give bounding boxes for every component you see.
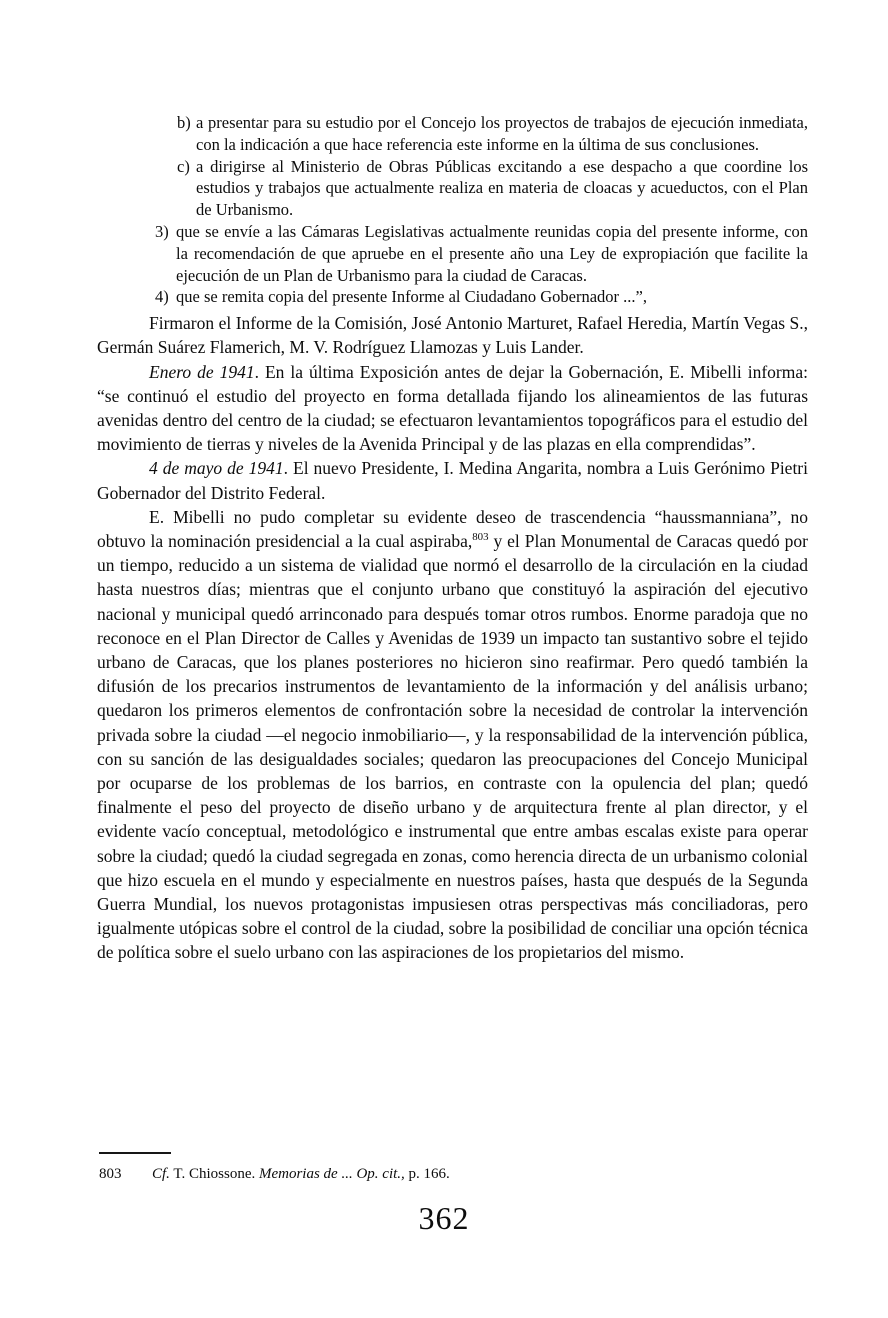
text-segment: Cf. [152,1166,170,1182]
list-item-text: que se remita copia del presente Informe al Ciudadano Gobernador ...”, [176,287,647,307]
text-segment: . El nuevo Presidente, I. Medina Angarita, nombra a Luis Gerónimo Pietri Gobernador del Distrito Federal. [97,458,808,503]
list-item-text: a presentar para su estudio por el Concejo los proyectos de trabajos de ejecución inmediata, con la indicación a que hace referencia este informe en la última de sus conclusiones. [196,113,808,154]
list-item-marker: b) [177,113,191,132]
list-item-marker: 4) [155,287,169,307]
footnote-number: 803 [99,1166,122,1182]
text-segment: Enero de 1941 [149,361,255,382]
list-item-marker: c) [177,156,190,176]
resolution-list [97,112,808,308]
text-segment: 4 de mayo de 1941 [149,458,284,479]
paragraph [97,311,808,359]
text-segment: E. Mibelli no pudo completar su evidente deseo de trascendencia “haussmanniana”, no obtuvo la nominación presidencial a la cual aspiraba, [97,506,808,551]
list-item-marker: 3) [155,221,169,241]
list-item [97,286,808,308]
paragraph [97,360,808,457]
list-item-text: que se envíe a las Cámaras Legislativas actualmente reunidas copia del presente informe, con la recomendación de que apruebe en el presente año una Ley de expropiación que facilite la ejecución de un Plan de Urbanismo para la ciudad de Caracas. [176,221,808,285]
text-segment: Memorias de ... Op. cit., [258,1166,405,1182]
list-item-text: a dirigirse al Ministerio de Obras Públicas excitando a ese despacho a que coordine los estudios y trabajos que actualmente realiza en materia de cloacas y acueductos, con el Plan de Urbanismo. [196,156,808,220]
text-segment: . En la última Exposición antes de dejar la Gobernación, E. Mibelli informa: “se continuó el estudio del proyecto en forma detallada fijando los alineamientos de las futuras avenidas dentro del centro de la ciudad; se efectuaron levantamientos topográficos para el estudio del movimiento de tierras y niveles de la Avenida Principal y de las plazas en ella comprendidas”. [97,361,808,455]
page-number: 362 [418,1200,470,1236]
list-item [97,112,808,156]
body-paragraphs [97,311,808,964]
text-segment: y el Plan Monumental de Caracas quedó por un tiempo, reducido a un sistema de vialidad que normó el desarrollo de la circulación en la ciudad hasta nuestros días; mientras que el conjunto urbano que constituyó la aspiración del ejecutivo nacional y municipal quedó arrinconado para después tomar otros rumbos. Enorme paradoja que no reconoce en el Plan Director de Calles y Avenidas de 1939 un impacto tan sustantivo sobre el tejido urbano de Caracas, que los planes posteriores no hicieron sino reafirmar. Pero quedó también la difusión de los precarios instrumentos de levantamiento de la información y del análisis urbano; quedaron los primeros elementos de confrontación sobre la necesidad de controlar la intervención privada sobre la ciudad —el negocio inmobiliario—, y la responsabilidad de la intervención pública, con su sanción de las desigualdades sociales; quedaron las preocupaciones del Concejo Municipal por ocuparse de los problemas de los barrios, en contraste con la opulencia del plan; quedó finalmente el peso del proyecto de diseño urbano y de arquitectura frente al plan director, y el evidente vacío conceptual, metodológico e instrumental que entre ambas escalas existe para operar sobre la ciudad; quedó la ciudad segregada en zonas, como herencia directa de un urbanismo colonial que hizo escuela en el mundo y especialmente en nuestros países, hasta que después de la Segunda Guerra Mundial, los nuevos protagonistas impusiesen otras perspectivas más conciliadoras, pero igualmente utópicas sobre el control de la ciudad, sobre la posibilidad de conciliar una opción técnica de política sobre el suelo urbano con las aspiraciones de los propietarios del mismo. [97,531,808,963]
footnote-text [152,1166,450,1182]
list-item [97,156,808,221]
text-block [97,112,808,965]
list-item [97,221,808,286]
text-segment: Firmaron el Informe de la Comisión, José Antonio Marturet, Rafael Heredia, Martín Vegas S., Germán Suárez Flamerich, M. V. Rodríguez Llamozas y Luis Lander. [97,313,808,358]
footnote-line [99,1165,810,1184]
paragraph [97,505,808,965]
paragraph [97,456,808,504]
text-segment: p. 166. [404,1166,450,1182]
footnote-ref: 803 [472,531,489,544]
footnote [99,1152,810,1184]
footnote-rule [99,1152,171,1154]
text-segment: T. Chiossone. [169,1166,259,1182]
